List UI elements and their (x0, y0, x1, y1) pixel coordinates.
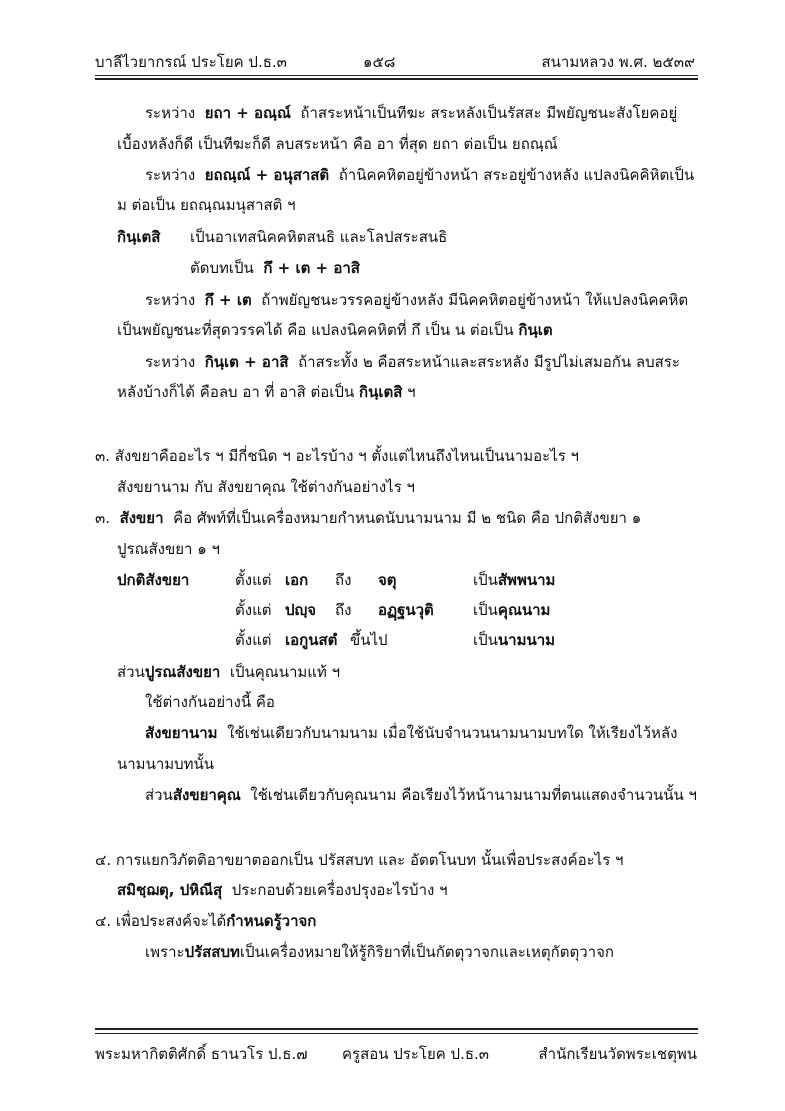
table-cell: เป็นนามนาม (473, 631, 556, 649)
table-label: ปกติสังขยา (117, 571, 190, 589)
text-line: สังขยานาม ใช้เช่นเดียวกับนามนาม เมื่อใช้นับจำนวนนามนามบทใด ให้เรียงไว้หลัง (145, 724, 678, 742)
question-4: ๔. การแยกวิภัตติอาขยาตออกเป็น ปรัสสบท และ อัตตโนบท นั้นเพื่อประสงค์อะไร ฯ (95, 851, 624, 869)
header-rule-top (95, 75, 698, 76)
text-line: ใช้ต่างกันอย่างนี้ คือ (145, 693, 275, 711)
table-cell: เอกูนสตํ (285, 631, 338, 649)
text-line: เบื้องหลังก็ดี เป็นทีฆะก็ดี ลบสระหน้า คือ อา ที่สุด ยถา ต่อเป็น ยถณฺณ์ (117, 135, 558, 153)
term-line: กินฺเตสิ (117, 228, 161, 246)
answer-3: ๓. สังขยา คือ ศัพท์ที่เป็นเครื่องหมายกำหนดนับนามนาม มี ๒ ชนิด คือ ปกติสังขยา ๑ (95, 509, 642, 527)
footer-center: ครูสอน ประโยค ป.ธ.๓ (342, 1045, 490, 1063)
text-line: ปูรณสังขยา ๑ ฯ (117, 540, 220, 558)
sandhi-line: ระหว่าง กินฺเต + อาสิ ถ้าสระทั้ง ๒ คือสระหน้าและสระหลัง มีรูปไม่เสมอกัน ลบสระ (145, 353, 680, 371)
question-3-cont: สังขยานาม กับ สังขยาคุณ ใช้ต่างกันอย่างไร ฯ (117, 478, 415, 496)
footer-right: สำนักเรียนวัดพระเชตุพน (538, 1045, 697, 1063)
header-rule-bottom (95, 78, 698, 80)
sandhi-line: ระหว่าง กึ + เต ถ้าพยัญชนะวรรคอยู่ข้างหลัง มีนิคคหิตอยู่ข้างหน้า ให้แปลงนิคคหิต (145, 291, 689, 309)
sandhi-line: ระหว่าง ยถณฺณ์ + อนุสาสติ ถ้านิคคหิตอยู่ข้างหน้า สระอยู่ข้างหลัง แปลงนิคคิหิตเป็น (145, 166, 695, 184)
table-cell: ถึง (335, 601, 352, 619)
table-cell: ขึ้นไป (350, 631, 388, 649)
text-line: ม ต่อเป็น ยถณฺณมนุสาสติ ฯ (117, 196, 296, 214)
table-cell: เป็นคุณนาม (473, 601, 551, 619)
text-line: นามนามบทนั้น (117, 755, 215, 773)
header-left: บาลีไวยากรณ์ ประโยค ป.ธ.๓ (95, 53, 287, 71)
table-cell: เอก (285, 571, 309, 589)
question-4-cont: สมิชฺฌตุ, ปหิณีสุ ประกอบด้วยเครื่องปรุงอะไรบ้าง ฯ (117, 881, 448, 899)
header-right: สนามหลวง พ.ศ. ๒๕๓๙ (541, 53, 695, 71)
term-desc: เป็นอาเทสนิคคหิตสนธิ และโลปสระสนธิ (190, 228, 448, 246)
split-line: ตัดบทเป็น กึ + เต + อาสิ (190, 259, 360, 277)
table-cell: ตั้งแต่ (235, 571, 272, 589)
sandhi-line: ระหว่าง ยถา + อณฺณ์ ถ้าสระหน้าเป็นทีฆะ สระหลังเป็นรัสสะ มีพยัญชนะสังโยคอยู่ (145, 104, 678, 122)
footer-rule-top (95, 1028, 698, 1030)
text-line: เพราะปรัสสบทเป็นเครื่องหมายให้รู้กิริยาที่เป็นกัตตุวาจกและเหตุกัตตุวาจก (145, 943, 614, 961)
table-cell: ตั้งแต่ (235, 631, 272, 649)
question-3: ๓. สังขยาคืออะไร ฯ มีกี่ชนิด ฯ อะไรบ้าง ฯ ตั้งแต่ไหนถึงไหนเป็นนามอะไร ฯ (95, 447, 579, 465)
text-line: เป็นพยัญชนะที่สุดวรรคได้ คือ แปลงนิคคหิตที่ กึ เป็น น ต่อเป็น กินฺเต (117, 321, 553, 339)
footer-left: พระมหากิตติศักดิ์ ธานวโร ป.ธ.๗ (95, 1045, 308, 1063)
table-cell: ปญฺจ (285, 601, 317, 619)
text-line: หลังบ้างก็ได้ คือลบ อา ที่ อาสิ ต่อเป็น กินฺเตสิ ฯ (117, 383, 416, 401)
page-number: ๑๕๘ (363, 53, 396, 71)
answer-4: ๔. เพื่อประสงค์จะได้กำหนดรู้วาจก (95, 912, 317, 930)
table-cell: ถึง (335, 571, 352, 589)
table-cell: เป็นสัพพนาม (473, 571, 556, 589)
footer-rule-bottom (95, 1033, 698, 1034)
text-line: ส่วนสังขยาคุณ ใช้เช่นเดียวกับคุณนาม คือเรียงไว้หน้านามนามที่ตนแสดงจำนวนนั้น ฯ (145, 786, 697, 804)
table-cell: ตั้งแต่ (235, 601, 272, 619)
text-line: ส่วนปูรณสังขยา เป็นคุณนามแท้ ฯ (117, 663, 341, 681)
table-cell: จตุ (378, 571, 397, 589)
table-cell: อฏฺฐนวุติ (378, 601, 434, 619)
